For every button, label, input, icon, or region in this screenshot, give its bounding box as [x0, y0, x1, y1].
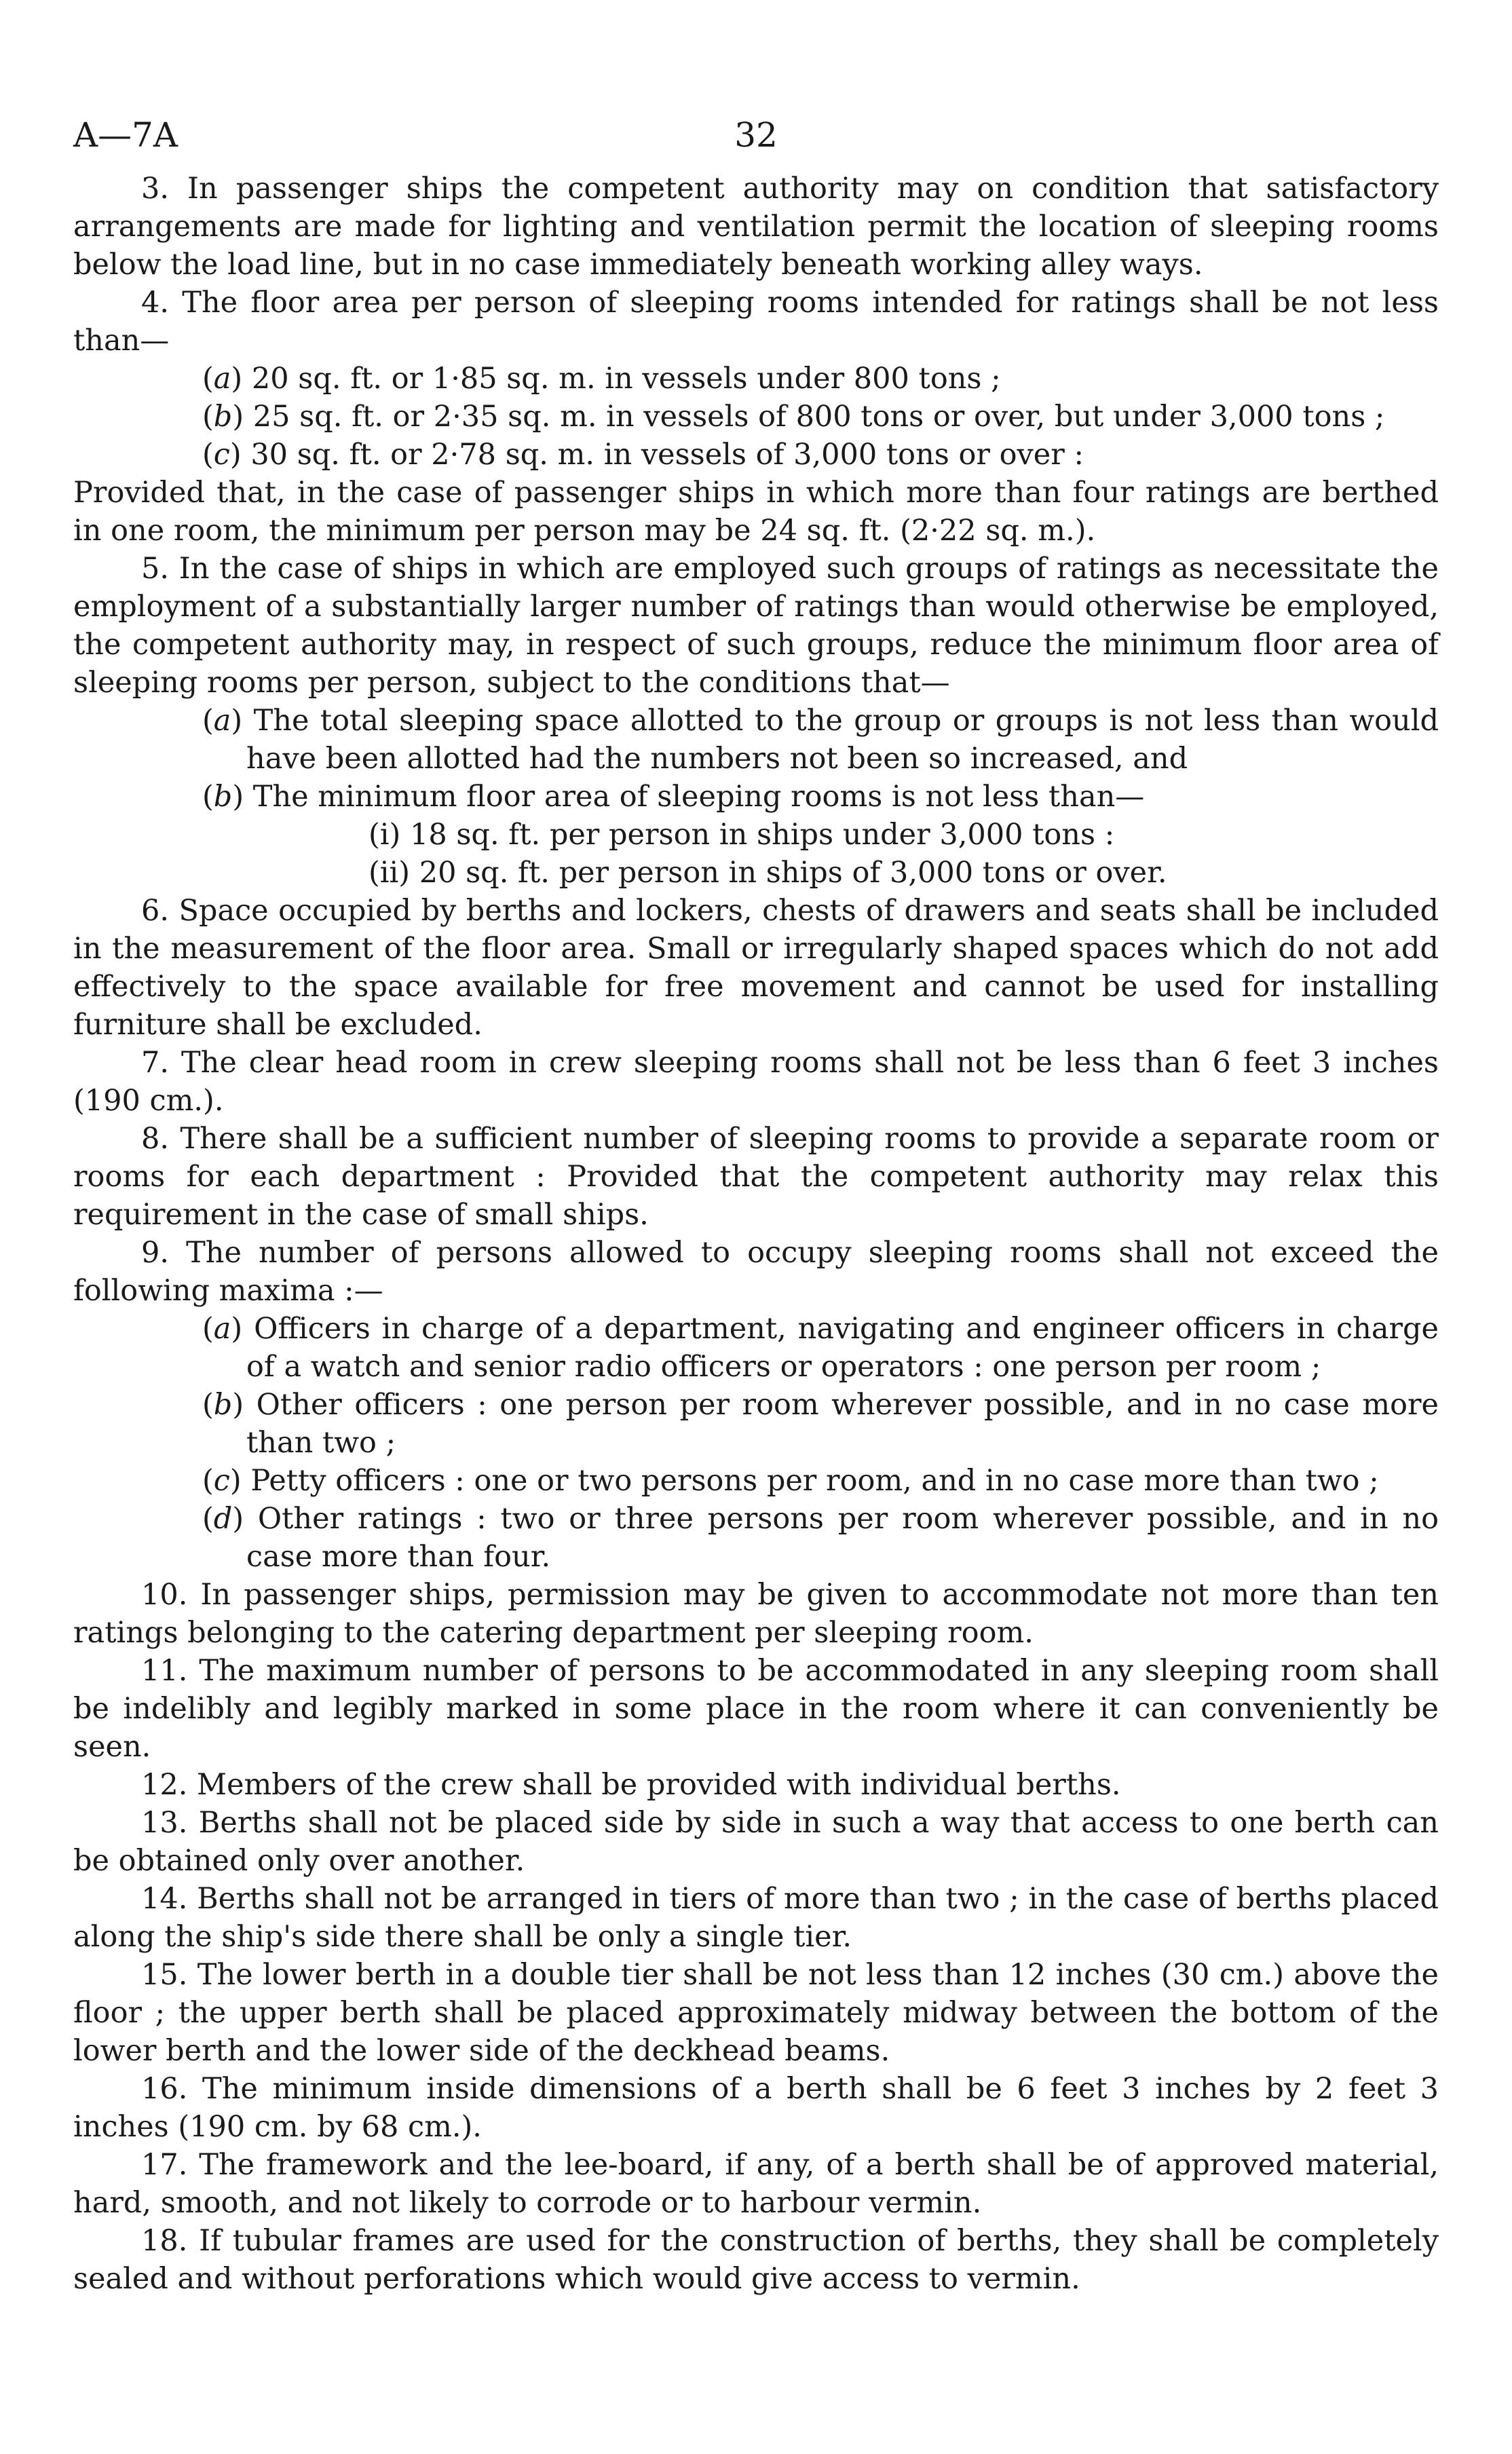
item-text: 25 sq. ft. or 2·35 sq. m. in vessels of 800 tons or over, but under 3,000 tons ;: [252, 400, 1385, 434]
paragraph-6: 6. Space occupied by berths and lockers, chests of drawers and seats shall be included in the measurement of the floor area. Small or irregularly shaped spaces which do not add effectively to the space available for free movement and cannot be used for installing furniture shall be excluded.: [73, 894, 1439, 1042]
item-text: Other ratings : two or three persons per room wherever possible, and in no case more than four.: [246, 1502, 1439, 1574]
item-text: The total sleeping space allotted to the group or groups is not less than would have been allotted had the numbers not been so increased, and: [246, 704, 1439, 776]
paragraph-11: 11. The maximum number of persons to be accommodated in any sleeping room shall be indelibly and legibly marked in some place in the room where it can conveniently be seen.: [73, 1654, 1439, 1764]
paragraph-16: 16. The minimum inside dimensions of a berth shall be 6 feet 3 inches by 2 feet 3 inches (190 cm. by 68 cm.).: [73, 2072, 1439, 2144]
paragraph-5-subitem-i: (i) 18 sq. ft. per person in ships under 3,000 tons :: [368, 818, 1115, 852]
paragraph-5-intro: 5. In the case of ships in which are employed such groups of ratings as necessitate the employment of a substantially larger number of ratings than would otherwise be employed, the competent authority may, in respect of such groups, reduce the minimum floor area of sleeping rooms per person, subject to the conditions that—: [73, 552, 1439, 700]
paragraph-5-item-b: (b) The minimum floor area of sleeping rooms is not less than—: [202, 780, 1145, 814]
document-reference: A—7A: [73, 115, 178, 155]
paragraph-9-item-d: (d) Other ratings : two or three persons per room wherever possible, and in no case more than four.: [202, 1502, 1439, 1574]
paragraph-7: 7. The clear head room in crew sleeping rooms shall not be less than 6 feet 3 inches (190 cm.).: [73, 1046, 1439, 1118]
item-label: b: [213, 780, 233, 814]
paragraph-12: 12. Members of the crew shall be provided with individual berths.: [141, 1768, 1121, 1802]
item-label: b: [213, 400, 233, 434]
paragraph-5-item-a: (a) The total sleeping space allotted to the group or groups is not less than would have been allotted had the numbers not been so increased, and: [202, 704, 1439, 776]
item-label: a: [213, 1312, 231, 1346]
paragraph-5-subitem-ii: (ii) 20 sq. ft. per person in ships of 3,000 tons or over.: [368, 856, 1167, 890]
paragraph-4-item-b: (b) 25 sq. ft. or 2·35 sq. m. in vessels of 800 tons or over, but under 3,000 tons ;: [202, 400, 1385, 434]
item-text: The minimum floor area of sleeping rooms is not less than—: [252, 780, 1145, 814]
item-text: Petty officers : one or two persons per room, and in no case more than two ;: [250, 1464, 1379, 1498]
item-label: c: [213, 1464, 230, 1498]
paragraph-4-proviso: Provided that, in the case of passenger ships in which more than four ratings are berthed in one room, the minimum per person may be 24 sq. ft. (2·22 sq. m.).: [73, 476, 1439, 548]
item-text: 20 sq. ft. or 1·85 sq. m. in vessels under 800 tons ;: [251, 362, 1001, 396]
paragraph-17: 17. The framework and the lee-board, if any, of a berth shall be of approved material, hard, smooth, and not likely to corrode or to harbour vermin.: [73, 2148, 1439, 2220]
paragraph-13: 13. Berths shall not be placed side by side in such a way that access to one berth can be obtained only over another.: [73, 1806, 1439, 1878]
paragraph-9-item-c: (c) Petty officers : one or two persons per room, and in no case more than two ;: [202, 1464, 1379, 1498]
paragraph-8: 8. There shall be a sufficient number of sleeping rooms to provide a separate room or rooms for each department : Provided that the competent authority may relax this requirement in the case of small ships.: [73, 1122, 1439, 1232]
paragraph-4-item-c: (c) 30 sq. ft. or 2·78 sq. m. in vessels of 3,000 tons or over :: [202, 438, 1084, 472]
item-label: a: [213, 362, 231, 396]
paragraph-14: 14. Berths shall not be arranged in tiers of more than two ; in the case of berths placed along the ship's side there shall be only a single tier.: [73, 1882, 1439, 1954]
body-text: [73, 170, 1439, 2298]
paragraph-9-item-b: (b) Other officers : one person per room wherever possible, and in no case more than two ;: [202, 1388, 1439, 1460]
paragraph-10: 10. In passenger ships, permission may be given to accommodate not more than ten ratings belonging to the catering department per sleeping room.: [73, 1578, 1439, 1650]
item-label: c: [213, 438, 230, 472]
paragraph-3: 3. In passenger ships the competent authority may on condition that satisfactory arrangements are made for lighting and ventilation permit the location of sleeping rooms below the load line, but in no case immediately beneath working alley ways.: [73, 172, 1439, 282]
item-text: 30 sq. ft. or 2·78 sq. m. in vessels of 3,000 tons or over :: [250, 438, 1084, 472]
item-label: a: [213, 704, 231, 738]
paragraph-18: 18. If tubular frames are used for the construction of berths, they shall be completely sealed and without perforations which would give access to vermin.: [73, 2224, 1439, 2296]
item-label: b: [213, 1388, 233, 1422]
paragraph-9-intro: 9. The number of persons allowed to occupy sleeping rooms shall not exceed the following maxima :—: [73, 1236, 1439, 1308]
item-text: Other officers : one person per room wherever possible, and in no case more than two ;: [246, 1388, 1439, 1460]
paragraph-15: 15. The lower berth in a double tier shall be not less than 12 inches (30 cm.) above the floor ; the upper berth shall be placed approximately midway between the bottom of the lower berth and the lower side of the deckhead beams.: [73, 1958, 1439, 2068]
paragraph-9-item-a: (a) Officers in charge of a department, navigating and engineer officers in charge of a watch and senior radio officers or operators : one person per room ;: [202, 1312, 1439, 1384]
page-number: 32: [734, 115, 778, 155]
paragraph-4-item-a: (a) 20 sq. ft. or 1·85 sq. m. in vessels under 800 tons ;: [202, 362, 1001, 396]
item-label: d: [213, 1502, 233, 1536]
item-text: Officers in charge of a department, navigating and engineer officers in charge of a watch and senior radio officers or operators : one person per room ;: [246, 1312, 1439, 1384]
paragraph-4-intro: 4. The floor area per person of sleeping rooms intended for ratings shall be not less than—: [73, 286, 1439, 358]
page-header: [73, 95, 1439, 170]
